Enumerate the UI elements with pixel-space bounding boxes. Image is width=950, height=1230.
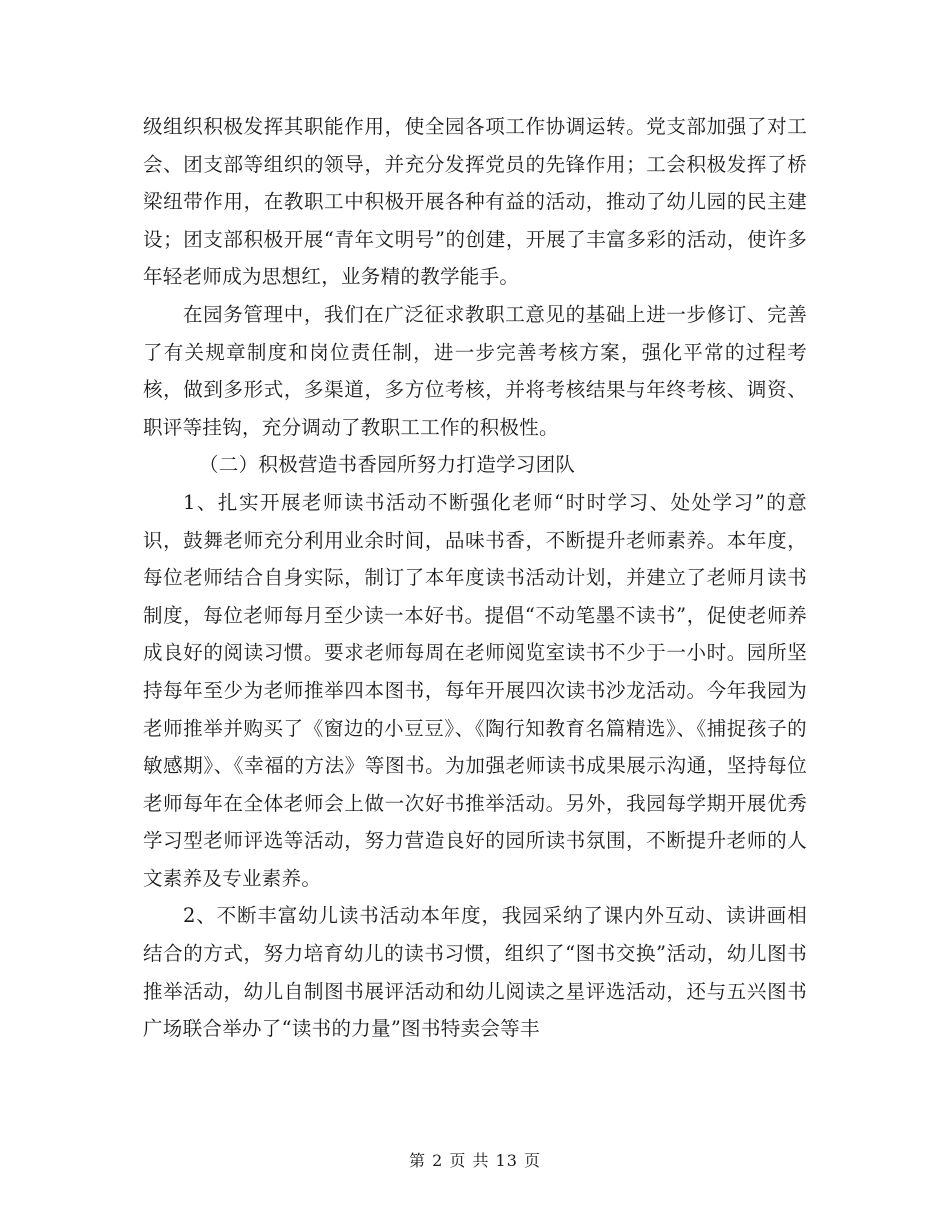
paragraph-child-reading: 2、不断丰富幼儿读书活动本年度，我园采纳了课内外互动、读讲画相结合的方式，努力培育幼儿的读书习惯，组织了“图书交换”活动，幼儿图书推举活动，幼儿自制图书展评活动和幼儿阅读之星评选活动，还与五兴图书广场联合举办了“读书的力量”图书特卖会等丰 xyxy=(143,904,807,1041)
document-body xyxy=(143,108,807,1048)
paragraph-management: 在园务管理中，我们在广泛征求教职工意见的基础上进一步修订、完善了有关规章制度和岗位责任制，进一步完善考核方案，强化平常的过程考核，做到多形式，多渠道，多方位考核，并将考核结果与年终考核、调资、职评等挂钩，充分调动了教职工工作的积极性。 xyxy=(143,302,807,439)
paragraph-continuation: 级组织积极发挥其职能作用，使全园各项工作协调运转。党支部加强了对工会、团支部等组织的领导，并充分发挥党员的先锋作用；工会积极发挥了桥梁纽带作用，在教职工中积极开展各种有益的活动，推动了幼儿园的民主建设；团支部积极开展“青年文明号”的创建，开展了丰富多彩的活动，使许多年轻老师成为思想红，业务精的教学能手。 xyxy=(143,115,807,289)
page-footer: 第 2 页 共 13 页 xyxy=(409,1151,541,1170)
paragraph-teacher-reading: 1、扎实开展老师读书活动不断强化老师“时时学习、处处学习”的意识，鼓舞老师充分利用业余时间，品味书香，不断提升老师素养。本年度，每位老师结合自身实际，制订了本年度读书活动计划，并建立了老师月读书制度，每位老师每月至少读一本好书。提倡“不动笔墨不读书”，促使老师养成良好的阅读习惯。要求老师每周在老师阅览室读书不少于一小时。园所坚持每年至少为老师推举四本图书，每年开展四次读书沙龙活动。今年我园为老师推举并购买了《窗边的小豆豆》、《陶行知教育名篇精选》、《捕捉孩子的敏感期》、《幸福的方法》等图书。为加强老师读书成果展示沟通，坚持每位老师每年在全体老师会上做一次好书推举活动。另外，我园每学期开展优秀学习型老师评选等活动，努力营造良好的园所读书氛围，不断提升老师的人文素养及专业素养。 xyxy=(143,490,807,890)
section-heading: （二）积极营造书香园所努力打造学习团队 xyxy=(199,453,576,477)
